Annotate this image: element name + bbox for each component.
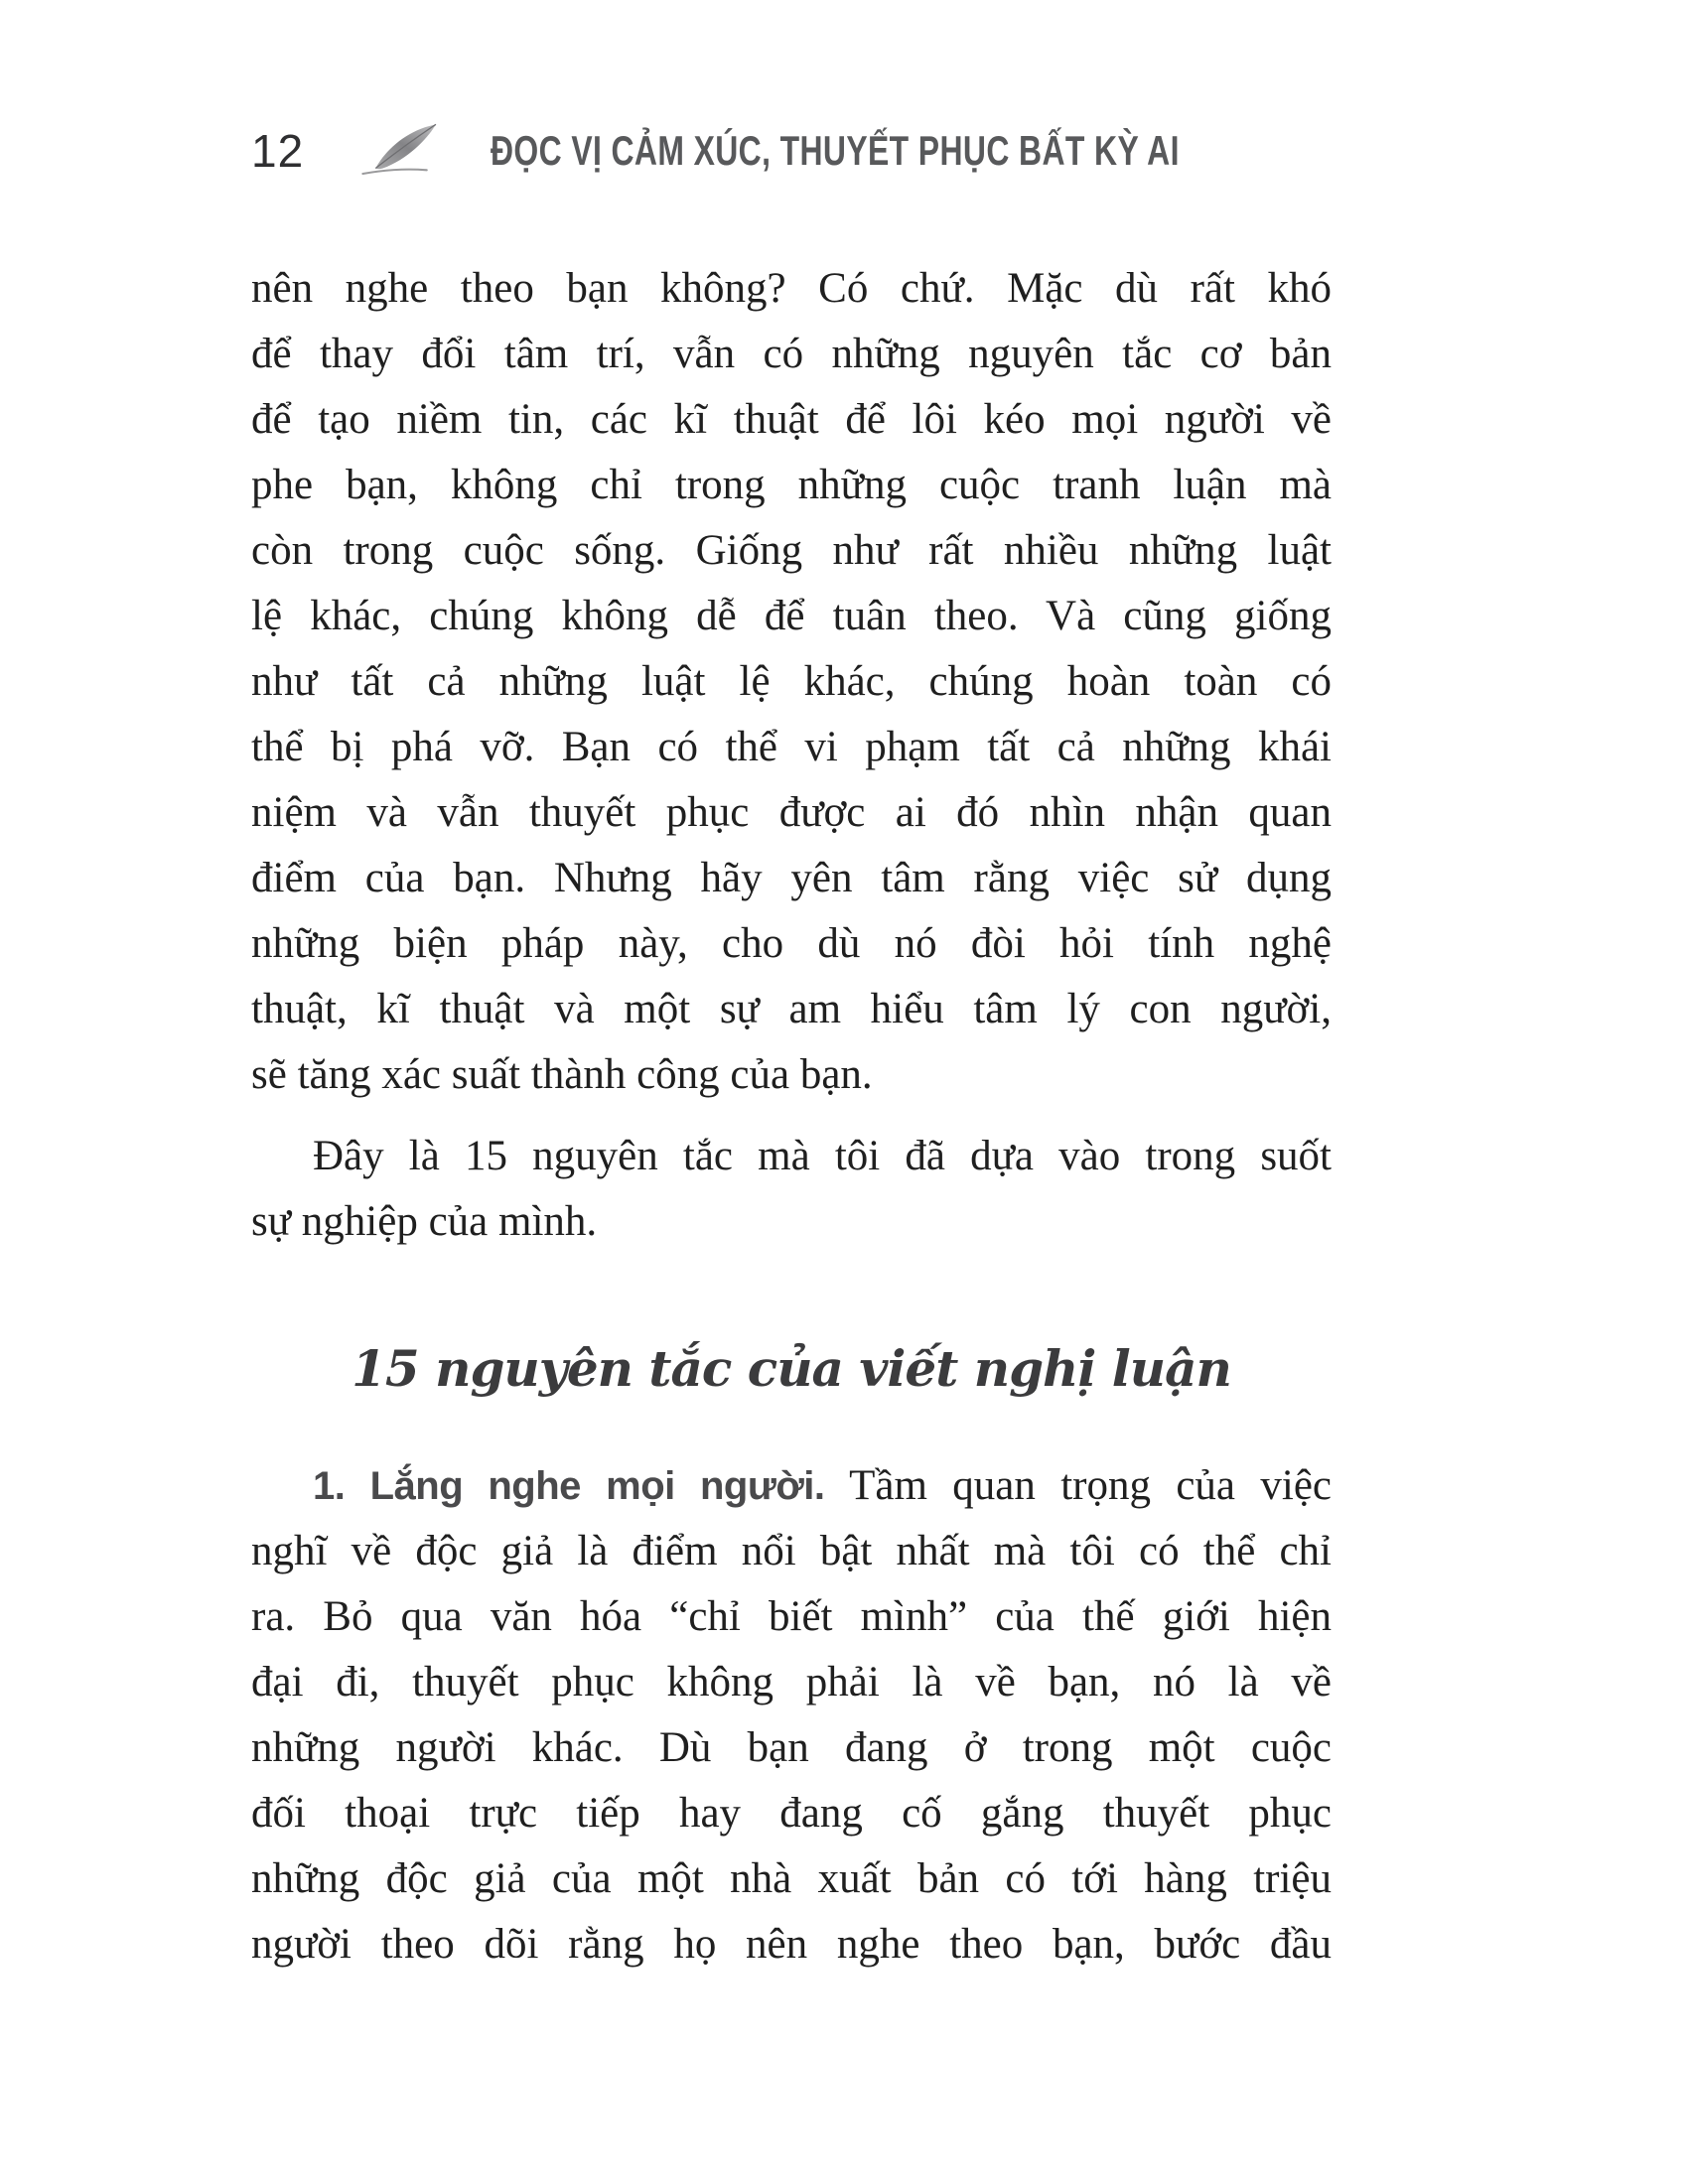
text-line: để thay đổi tâm trí, vẫn có những nguyên tắc cơ bản bbox=[251, 331, 1332, 377]
text-line: còn trong cuộc sống. Giống như rất nhiều những luật bbox=[251, 527, 1332, 574]
paragraph-3 bbox=[251, 1453, 1332, 1978]
text-line: sẽ tăng xác suất thành công của bạn. bbox=[251, 1051, 873, 1098]
text-line: ra. Bỏ qua văn hóa “chỉ biết mình” của thế giới hiện bbox=[251, 1593, 1332, 1640]
text-line: niệm và vẫn thuyết phục được ai đó nhìn nhận quan bbox=[251, 789, 1332, 836]
text-line: nên nghe theo bạn không? Có chứ. Mặc dù rất khó bbox=[251, 265, 1332, 312]
text-line: phe bạn, không chỉ trong những cuộc tranh luận mà bbox=[251, 462, 1332, 508]
page-header bbox=[251, 121, 1397, 181]
page-number: 12 bbox=[251, 125, 305, 177]
text-line: như tất cả những luật lệ khác, chúng hoàn toàn có bbox=[251, 658, 1332, 705]
principle-1-text: Tầm quan trọng của việc bbox=[824, 1462, 1333, 1509]
principle-1-lead: 1. Lắng nghe mọi người. bbox=[313, 1464, 825, 1508]
text-line: những độc giả của một nhà xuất bản có tới hàng triệu bbox=[251, 1855, 1332, 1902]
quill-pen-icon bbox=[355, 122, 447, 180]
text-column bbox=[251, 256, 1332, 1978]
paragraph-2 bbox=[251, 1124, 1332, 1255]
paragraph-3-continuation bbox=[251, 1519, 1332, 1978]
text-line: những biện pháp này, cho dù nó đòi hỏi tính nghệ bbox=[251, 920, 1332, 967]
text-line: Đây là 15 nguyên tắc mà tôi đã dựa vào trong suốt bbox=[313, 1133, 1332, 1179]
text-line: điểm của bạn. Nhưng hãy yên tâm rằng việc sử dụng bbox=[251, 855, 1332, 901]
section-heading: 15 nguyên tắc của viết nghị luận bbox=[352, 1339, 1231, 1398]
text-line: những người khác. Dù bạn đang ở trong một cuộc bbox=[251, 1724, 1332, 1771]
text-line: đại đi, thuyết phục không phải là về bạn, nó là về bbox=[251, 1659, 1332, 1706]
text-line: nghĩ về độc giả là điểm nổi bật nhất mà tôi có thể chỉ bbox=[251, 1528, 1332, 1574]
text-line: để tạo niềm tin, các kĩ thuật để lôi kéo mọi người về bbox=[251, 396, 1332, 443]
running-title: ĐỌC VỊ CẢM XÚC, THUYẾT PHỤC BẤT KỲ AI bbox=[491, 127, 1181, 174]
text-line: thể bị phá vỡ. Bạn có thể vi phạm tất cả những khái bbox=[251, 724, 1332, 770]
text-line: lệ khác, chúng không dễ để tuân theo. Và cũng giống bbox=[251, 593, 1332, 639]
paragraph-1 bbox=[251, 256, 1332, 1108]
text-line: thuật, kĩ thuật và một sự am hiểu tâm lý con người, bbox=[251, 986, 1332, 1032]
text-line: người theo dõi rằng họ nên nghe theo bạn, bước đầu bbox=[251, 1921, 1332, 1968]
text-line-with-lead bbox=[251, 1453, 1332, 1519]
text-line: sự nghiệp của mình. bbox=[251, 1198, 598, 1245]
text-line: đối thoại trực tiếp hay đang cố gắng thuyết phục bbox=[251, 1790, 1332, 1837]
